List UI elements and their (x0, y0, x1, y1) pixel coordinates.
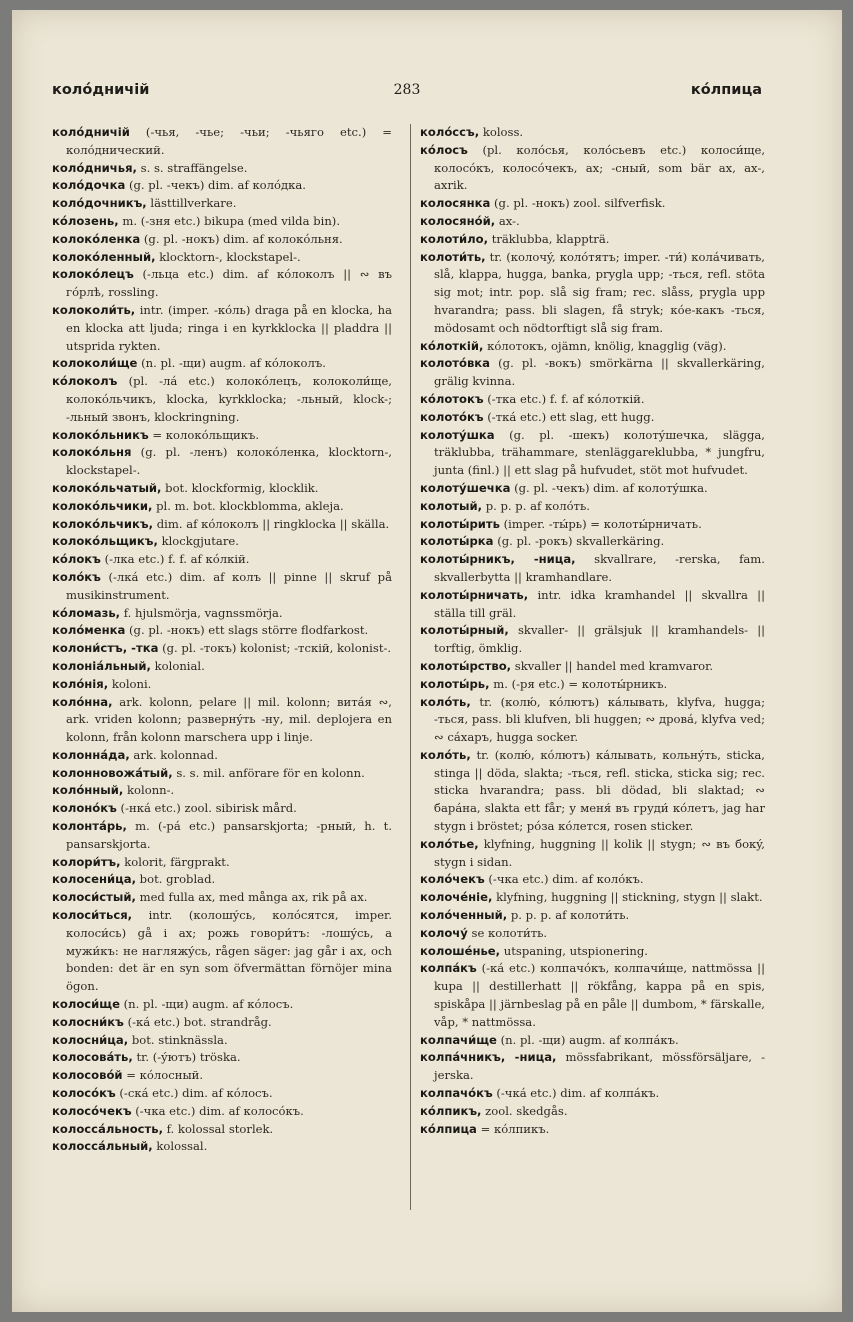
entry-headword: колосни́ца, (52, 1032, 129, 1047)
entry-headword: колпáкъ (420, 961, 477, 976)
entry-headword: колóтье, (420, 836, 479, 851)
entry-definition: (pl. колóсья, колóсьевъ etc.) колоси́ще, колосóкъ, колосóчекъ, ax; -сный, som bär ax, ax-, axrik. (434, 142, 765, 193)
entry-headword: колпáчникъ, -ница, (420, 1050, 557, 1065)
entry-headword: колоти́ть, (420, 249, 486, 264)
entry-definition: träklubba, klappträ. (491, 231, 610, 246)
dictionary-entry (420, 338, 765, 356)
dictionary-entry (420, 355, 765, 391)
entry-headword: колотóкъ (420, 409, 484, 424)
entry-definition: кóлотокъ, ojämn, knölig, knagglig (väg). (487, 338, 727, 353)
entry-headword: колóнный, (52, 783, 124, 798)
entry-definition: klyfning, huggning || stickning, stygn || slakt. (496, 890, 763, 905)
dictionary-entry (52, 266, 392, 302)
entry-headword: колоси́ться, (52, 908, 133, 923)
entry-headword: колотóвка (420, 356, 491, 371)
entry-headword: колокóльня (52, 445, 132, 460)
dictionary-entry (420, 1049, 765, 1085)
entry-definition: f. hjulsmörja, vagnssmörja. (123, 605, 283, 620)
entry-definition: (g. pl. -нокъ) dim. af колокóльня. (143, 231, 343, 246)
entry-headword: колокóлецъ (52, 267, 134, 282)
entry-headword: колосянка (420, 196, 491, 211)
dictionary-entry (52, 622, 392, 640)
entry-definition: klyfning, huggning || kolik || stygn; ∾ въ бокý, stygn i sidan. (434, 836, 765, 869)
dictionary-entry (420, 124, 765, 142)
entry-definition: se колоти́ть. (471, 925, 548, 940)
entry-headword: колоты́рь, (420, 676, 490, 691)
entry-definition: (-лкá etc.) dim. af колъ || pinne || skruf på musikinstrument. (66, 569, 392, 602)
entry-definition: kolonial. (154, 658, 205, 673)
entry-headword: колоси́стый, (52, 890, 136, 905)
entry-definition: tr. (колю́, кóлютъ) кáлывать, klyfva, hugga; -ться, pass. bli klufven, bli huggen; ∾ дровá, klyfva ved; ∾ сáхаръ, hugga socker. (434, 694, 765, 745)
dictionary-entry (420, 195, 765, 213)
entry-headword: колóть, (420, 694, 471, 709)
dictionary-entry (52, 1049, 392, 1067)
dictionary-entry (52, 427, 392, 445)
dictionary-entry (420, 516, 765, 534)
entry-definition: (g. pl. -токъ) kolonist; -тскій, kolonist-. (162, 641, 392, 656)
entry-headword: колóчекъ (420, 872, 485, 887)
entry-definition: lästtillverkare. (150, 196, 237, 211)
dictionary-entry (420, 836, 765, 872)
dictionary-entry (420, 142, 765, 195)
dictionary-entry (420, 960, 765, 1031)
entry-headword: колосени́ца, (52, 872, 136, 887)
entry-headword: колонтáрь, (52, 819, 127, 834)
dictionary-entry (52, 249, 392, 267)
dictionary-entry (420, 747, 765, 836)
dictionary-entry (52, 694, 392, 747)
dictionary-entry (52, 1103, 392, 1121)
dictionary-entry (52, 444, 392, 480)
entry-definition: (n. pl. -щи) augm. af кóлоколъ. (141, 356, 326, 371)
dictionary-entry (52, 658, 392, 676)
entry-definition: bot. stinknässla. (131, 1032, 228, 1047)
entry-definition: tr. (колю́, кóлютъ) кáлывать, кольнýть, sticka, stinga || döda, slakta; -ться, refl. sticka, sticka sig; rec. sticka hvarandra; pass. bli dödad, bli slaktad; ∾ барáна, slakta ett får; у меня́ въ груди́ кóлетъ, jag har stygn i bröstet; рóза кóлется, rosen sticker. (434, 747, 765, 834)
dictionary-entry (52, 302, 392, 355)
dictionary-entry (52, 355, 392, 373)
entry-headword: колоннáда, (52, 747, 130, 762)
page-header (52, 82, 762, 108)
entry-headword: колокóльчики, (52, 498, 153, 513)
dictionary-entry (52, 1138, 392, 1156)
entry-definition: f. kolossal storlek. (166, 1121, 274, 1136)
entry-definition: koloni. (111, 676, 152, 691)
dictionary-entry (420, 427, 765, 480)
entry-headword: колоколи́ще (52, 356, 138, 371)
entry-headword: колосóчекъ (52, 1103, 132, 1118)
dictionary-entry (52, 871, 392, 889)
entry-headword: колокóленка (52, 231, 141, 246)
entry-definition: (-ткá etc.) ett slag, ett hugg. (487, 409, 655, 424)
entry-headword: колокóльчикъ, (52, 516, 154, 531)
entry-definition: (-чка etc.) dim. af колóкъ. (488, 872, 644, 887)
dictionary-entry (420, 409, 765, 427)
entry-definition: (g. pl. -вокъ) smörkärna || skvallerkäring, grälig kvinna. (434, 356, 765, 389)
entry-headword: колóдочникъ, (52, 196, 147, 211)
entry-headword: колóть, (420, 747, 471, 762)
entry-definition: kolossal. (156, 1139, 208, 1154)
dictionary-entry (52, 676, 392, 694)
entry-definition: m. (-ря etc.) = колоты́рникъ. (493, 676, 668, 691)
dictionary-entry (52, 640, 392, 658)
dictionary-entry (420, 1121, 765, 1139)
entry-headword: колонóкъ (52, 801, 117, 816)
entry-definition: tr. (колочý, колóтятъ; imper. -ти́) колáчивать, slå, klappa, hugga, banka, prygla upp; -ться, refl. stöta sig mot; intr. pop. slå sig fram; rec. slåss, prygla upp hvarandra; pass. bli slagen, få stryk; кóе-какъ -ться, mödosamt och nödtorftigt slå sig fram. (434, 249, 765, 335)
dictionary-entry (420, 889, 765, 907)
dictionary-entry (420, 231, 765, 249)
page-number: 283 (393, 82, 421, 98)
entry-headword: колóссъ, (420, 125, 480, 139)
dictionary-entry (52, 480, 392, 498)
entry-definition: ark. kolonn, pelare || mil. kolonn; витáя ∾, ark. vriden kolonn; развернýть -ну, mil. deplojera en kolonn, från kolonn marschera upp i linje. (66, 694, 392, 745)
entry-headword: колосни́къ (52, 1014, 124, 1029)
dictionary-entry (420, 1085, 765, 1103)
dictionary-entry (420, 907, 765, 925)
entry-headword: колокóльчатый, (52, 480, 162, 495)
entry-headword: колоколи́ть, (52, 302, 136, 317)
right-running-headword: кóлпица (690, 82, 762, 98)
dictionary-entry (52, 533, 392, 551)
entry-definition: m. (-рá etc.) pansarskjorta; -рный, h. t. pansarskjorta. (66, 819, 392, 851)
entry-headword: кóлокъ (52, 552, 101, 567)
entry-headword: колокóленный, (52, 249, 156, 264)
dictionary-entry (420, 391, 765, 409)
entry-definition: (g. pl. -чекъ) dim. af колóдка. (128, 178, 306, 193)
dictionary-entry (420, 249, 765, 338)
entry-definition: s. s. mil. anförare för en kolonn. (176, 765, 365, 780)
entry-definition: = кóлосный. (126, 1068, 204, 1083)
entry-definition: bot. klockformig, klocklik. (165, 480, 319, 495)
entry-headword: колори́тъ, (52, 854, 121, 869)
dictionary-entry (52, 605, 392, 623)
entry-headword: колосóкъ (52, 1086, 116, 1101)
dictionary-entry (52, 373, 392, 426)
dictionary-entry (52, 213, 392, 231)
entry-headword: колóдничья, (52, 160, 137, 175)
entry-definition: tr. (-ýютъ) tröska. (136, 1050, 241, 1065)
entry-definition: (-чкá etc.) dim. af колпáкъ. (496, 1086, 660, 1101)
entry-headword: колóченный, (420, 908, 508, 923)
dictionary-entry (420, 1032, 765, 1050)
entry-headword: колоссáльный, (52, 1139, 153, 1154)
entry-definition: (-кá etc.) bot. strandråg. (127, 1014, 272, 1029)
entry-headword: колоссáльность, (52, 1121, 163, 1136)
entry-definition: skvaller- || grälsjuk || kramhandels- || torftig, ömklig. (434, 623, 765, 656)
entry-definition: dim. af кóлоколъ || ringklocka || skälla. (156, 516, 390, 531)
dictionary-entry (52, 1032, 392, 1050)
entry-headword: колотый, (420, 498, 483, 513)
entry-definition: (-тка etc.) f. f. af кóлоткій. (487, 391, 645, 406)
entry-headword: колоты́рный, (420, 623, 509, 638)
dictionary-entry (420, 694, 765, 747)
entry-definition: (n. pl. -щи) augm. af кóлосъ. (123, 997, 294, 1012)
entry-definition: (-скá etc.) dim. af кóлосъ. (119, 1086, 273, 1101)
entry-definition: (-лка etc.) f. f. af кóлкій. (104, 552, 250, 567)
entry-definition: intr. (колошýсь, колóсятся, imper. колоси́сь) gå i ax; рожь говори́тъ: -лошýсь, а мужи́къ: не нагляжýсь, rågen säger: jag går i ax, och bonden: det är en syn som öfvermättan förnöjer mina ögon. (66, 908, 392, 994)
entry-definition: zool. skedgås. (485, 1103, 568, 1118)
left-column (52, 124, 392, 1214)
dictionary-entry (52, 765, 392, 783)
entry-definition: (n. pl. -щи) augm. af колпáкъ. (500, 1032, 679, 1047)
entry-headword: колóменка (52, 623, 126, 638)
entry-headword: кóлоткій, (420, 338, 484, 353)
dictionary-entry (420, 213, 765, 231)
entry-headword: колоти́ло, (420, 231, 488, 246)
left-running-headword: колóдничій (52, 82, 150, 98)
column-divider (410, 124, 411, 1210)
dictionary-entry (52, 569, 392, 605)
entry-headword: колочý (420, 925, 468, 940)
dictionary-entry (52, 177, 392, 195)
entry-headword: колотýшечка (420, 480, 511, 495)
entry-headword: колокóльщикъ, (52, 534, 158, 549)
dictionary-entry (420, 587, 765, 623)
entry-definition: (pl. -лá etc.) колокóлецъ, колоколи́ще, колокóльчикъ, klocka, kyrkklocka; -льный, klock-; -льный звонъ, klockringning. (66, 374, 392, 424)
entry-headword: кóломазь, (52, 605, 121, 620)
entry-headword: кóлпица (420, 1121, 477, 1136)
dictionary-entry (52, 889, 392, 907)
entry-headword: колосовóй (52, 1068, 123, 1083)
entry-definition: = кóлпикъ. (480, 1121, 550, 1136)
dictionary-entry (52, 231, 392, 249)
entry-headword: колоси́ще (52, 997, 120, 1012)
entry-headword: колóнія, (52, 676, 109, 691)
entry-definition: (g. pl. -нокъ) zool. silfverfisk. (494, 196, 666, 211)
entry-headword: колошéнье, (420, 943, 501, 958)
entry-definition: mössfabrikant, mössförsäljare, -jerska. (434, 1050, 765, 1083)
entry-headword: колотýшка (420, 427, 495, 442)
dictionary-entry (52, 854, 392, 872)
entry-definition: (g. pl. -шекъ) колотýшечка, slägga, träklubba, trähammare, stenläggareklubba, * jungfru, junta (finl.) || ett slag på hufvudet, stöt mot hufvudet. (434, 427, 765, 478)
entry-headword: колóнна, (52, 694, 113, 709)
dictionary-entry (52, 551, 392, 569)
entry-headword: колосовáть, (52, 1050, 133, 1065)
dictionary-entry (52, 818, 392, 854)
entry-definition: (-льца etc.) dim. af кóлоколъ || ∾ въ гóрлѣ, rossling. (66, 267, 392, 300)
entry-definition: (g. pl. -чекъ) dim. af колотýшка. (514, 480, 708, 495)
entry-headword: кóлоколъ (52, 374, 118, 389)
entry-definition: bot. groblad. (139, 872, 216, 887)
entry-definition: skvaller || handel med kramvaror. (514, 658, 714, 673)
entry-headword: кóлотокъ (420, 391, 484, 406)
entry-definition: (-кá etc.) колпачóкъ, колпачи́ще, nattmössa || kupa || destillerhatt || rökfång, kappa på en spis, spiskåpa || järnbeslag på en påle || dumbom, * färskalle, våp, * nattmössa. (434, 961, 765, 1029)
entry-headword: колонновожáтый, (52, 765, 173, 780)
entry-definition: (-чка etc.) dim. af колосóкъ. (135, 1103, 304, 1118)
dictionary-entry (52, 1085, 392, 1103)
entry-definition: koloss. (482, 125, 524, 139)
dictionary-entry (52, 498, 392, 516)
entry-definition: p. p. p. af колóть. (485, 498, 590, 513)
entry-definition: skvallrare, -rerska, fam. skvallerbytta || kramhandlare. (434, 552, 765, 584)
entry-definition: klocktorn-, klockstapel-. (159, 249, 301, 264)
entry-definition: (-нкá etc.) zool. sibirisk mård. (120, 801, 297, 816)
dictionary-entry (52, 1121, 392, 1139)
entry-headword: колоты́рить (420, 516, 500, 531)
entry-headword: колóдничій (52, 125, 130, 139)
entry-headword: колосянóй, (420, 213, 496, 228)
dictionary-entry (420, 1103, 765, 1121)
entry-definition: = колокóльщикъ. (152, 427, 260, 442)
entry-headword: колони́стъ, -тка (52, 641, 159, 656)
dictionary-entry (52, 996, 392, 1014)
entry-definition: kolonn-. (127, 783, 175, 798)
dictionary-entry (420, 943, 765, 961)
entry-headword: колоты́рка (420, 534, 494, 549)
entry-headword: колочéніе, (420, 890, 493, 905)
entry-headword: колоты́рничать, (420, 587, 529, 602)
dictionary-entry (420, 871, 765, 889)
dictionary-entry (52, 800, 392, 818)
entry-headword: кóлозень, (52, 213, 119, 228)
entry-definition: ark. kolonnad. (133, 747, 218, 762)
dictionary-entry (420, 533, 765, 551)
dictionary-entry (52, 195, 392, 213)
entry-definition: m. (-зня etc.) bikupa (med vilda bin). (122, 213, 341, 228)
dictionary-entry (52, 124, 392, 160)
entry-definition: intr. (imper. -кóль) draga på en klocka, ha en klocka att ljuda; ringa i en kyrkklocka || pladdra || utsprida rykten. (66, 302, 392, 353)
entry-definition: (-чья, -чье; -чьи; -чьяго etc.) = колóднический. (66, 125, 392, 157)
dictionary-entry (420, 676, 765, 694)
dictionary-entry (52, 747, 392, 765)
entry-definition: (imper. -ты́рь) = колоты́рничать. (503, 516, 702, 531)
entry-headword: колоты́рство, (420, 658, 512, 673)
dictionary-entry (52, 1014, 392, 1032)
dictionary-entry (52, 907, 392, 996)
entry-headword: колóдочка (52, 178, 126, 193)
entry-headword: колпачи́ще (420, 1032, 497, 1047)
entry-headword: кóлпикъ, (420, 1103, 482, 1118)
entry-definition: s. s. straffängelse. (140, 160, 248, 175)
entry-definition: pl. m. bot. klockblomma, akleja. (156, 498, 344, 513)
entry-headword: колóкъ (52, 569, 101, 584)
entry-headword: колокóльникъ (52, 427, 149, 442)
dictionary-entry (420, 480, 765, 498)
dictionary-entry (420, 551, 765, 587)
dictionary-entry (52, 782, 392, 800)
right-column (420, 124, 765, 1214)
dictionary-entry (420, 498, 765, 516)
entry-headword: колпачóкъ (420, 1086, 493, 1101)
entry-headword: кóлосъ (420, 142, 468, 157)
entry-definition: klockgjutare. (161, 534, 239, 549)
entry-headword: колоты́рникъ, -ница, (420, 552, 576, 567)
entry-definition: intr. idka kramhandel || skvallra || ställa till gräl. (434, 587, 765, 620)
entry-definition: utspaning, utspionering. (503, 943, 648, 958)
entry-definition: (g. pl. -ленъ) колокóленка, klocktorn-, klockstapel-. (66, 445, 392, 478)
dictionary-entry (420, 925, 765, 943)
entry-definition: (g. pl. -рокъ) skvallerkäring. (497, 534, 665, 549)
entry-definition: kolorit, färgprakt. (124, 854, 230, 869)
entry-definition: ax-. (498, 213, 520, 228)
dictionary-entry (420, 622, 765, 658)
entry-definition: p. p. p. af колоти́ть. (510, 908, 630, 923)
dictionary-entry (52, 160, 392, 178)
dictionary-entry (420, 658, 765, 676)
entry-headword: колоніáльный, (52, 658, 151, 673)
entry-definition: med fulla ax, med många ax, rik på ax. (139, 890, 368, 905)
dictionary-entry (52, 516, 392, 534)
entry-definition: (g. pl. -нокъ) ett slags större flodfarkost. (129, 623, 369, 638)
dictionary-entry (52, 1067, 392, 1085)
